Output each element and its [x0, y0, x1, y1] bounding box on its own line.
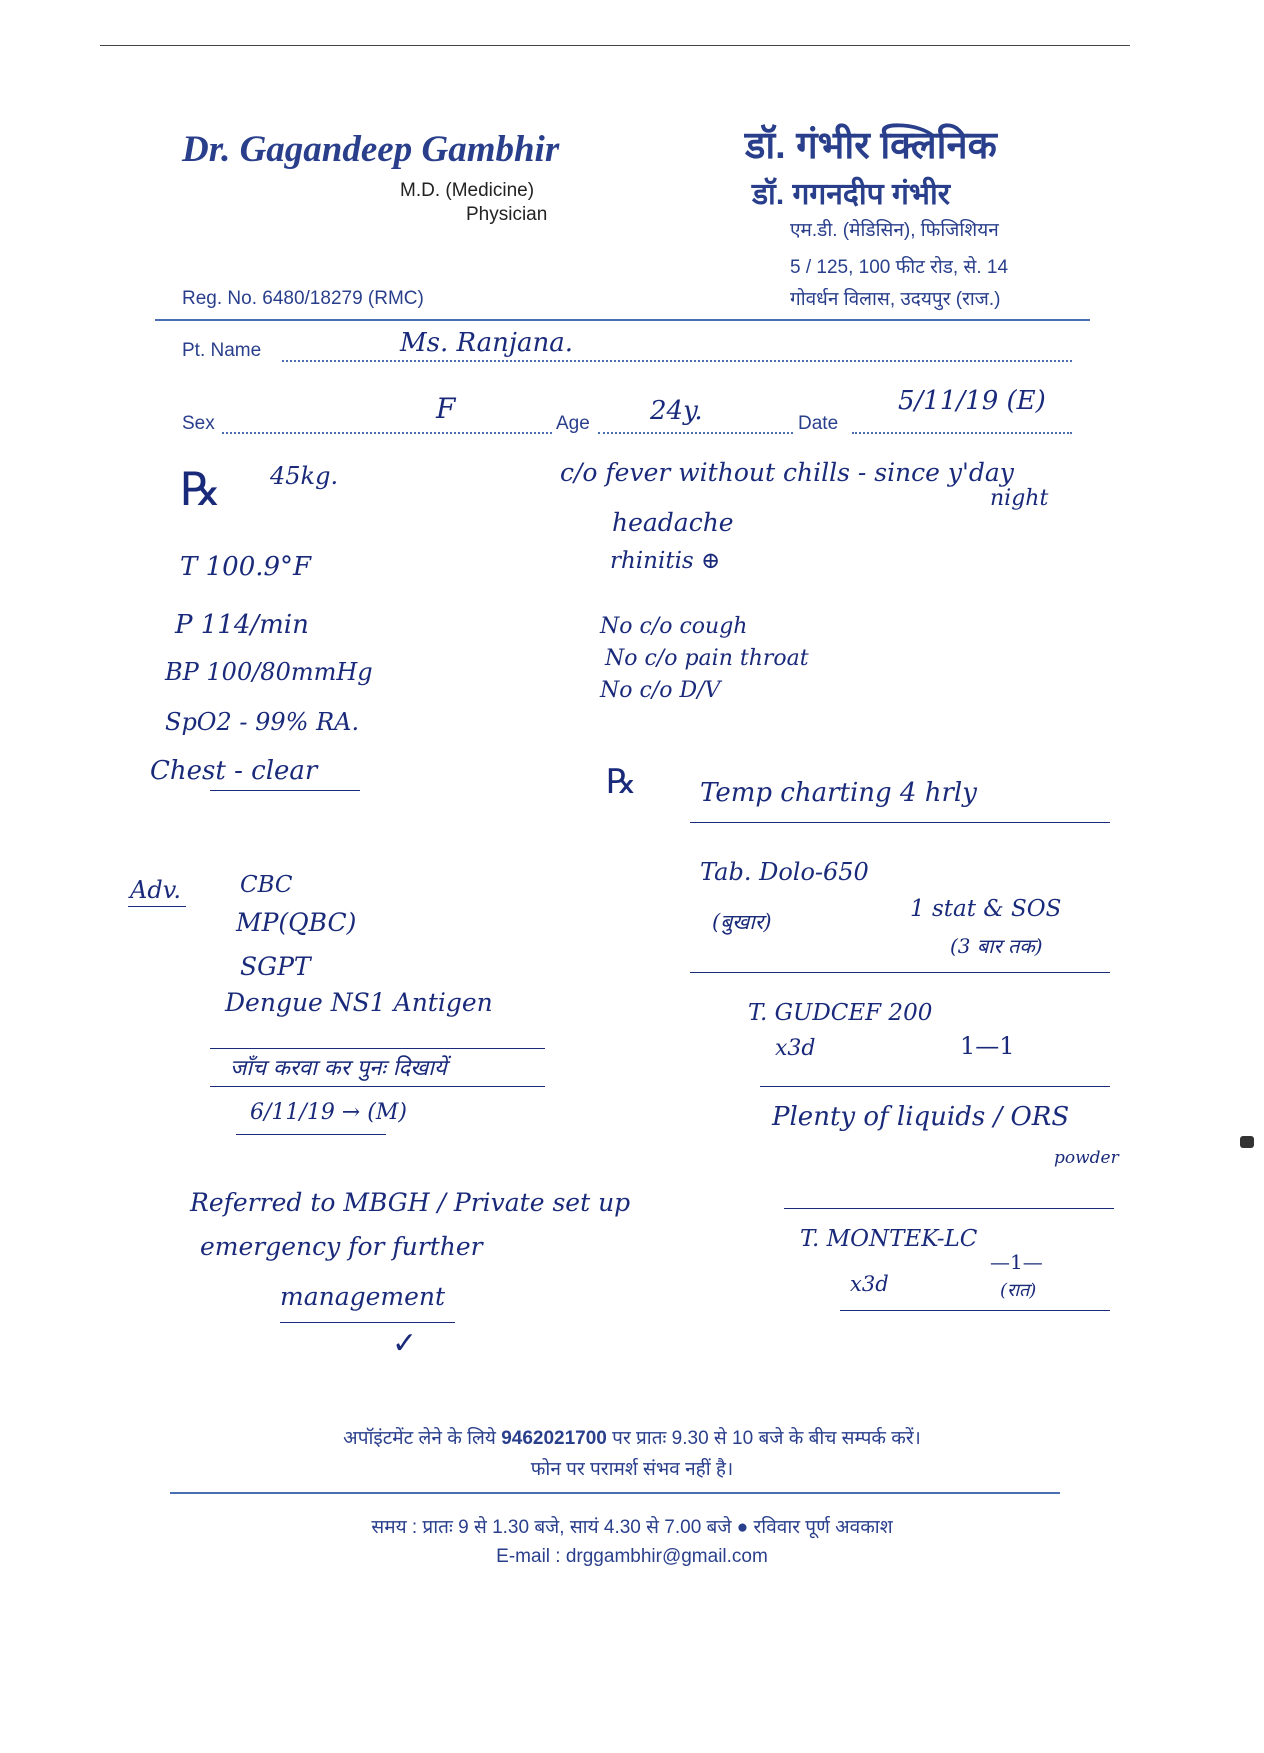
doctor-name-hi: डॉ. गगनदीप गंभीर [752, 178, 951, 211]
vital-spo2: SpO2 - 99% RA. [165, 708, 360, 736]
temp-charting-line [690, 822, 1110, 823]
header-rule [155, 319, 1090, 321]
address-line1-hi: 5 / 125, 100 फीट रोड, से. 14 [790, 257, 1009, 278]
date-dots [852, 432, 1072, 434]
med3-freq: —1— [990, 1250, 1043, 1274]
appointment-pre: अपॉइंटमेंट लेने के लिये [343, 1428, 502, 1449]
address-line2-hi: गोवर्धन विलास, उदयपुर (राज.) [790, 289, 1001, 310]
advice-review-bottom-line [236, 1134, 386, 1135]
med3-top-line [784, 1208, 1114, 1209]
advice-review-top-line [210, 1048, 545, 1049]
age-label: Age [556, 413, 590, 434]
chest-underline [210, 790, 360, 791]
med3-duration: x3d [850, 1272, 889, 1296]
paper-top-edge [100, 45, 1130, 46]
sex-value: F [436, 392, 456, 425]
footer-no-phone-consult: फोन पर परामर्श संभव नहीं है। [530, 1459, 734, 1480]
vital-bp: BP 100/80mmHg [165, 658, 373, 686]
footer-rule [170, 1492, 1060, 1494]
weight: 45kg. [270, 462, 339, 490]
med2-line [760, 1086, 1110, 1087]
temp-charting: Temp charting 4 hrly [700, 778, 977, 808]
footer-appointment [0, 1424, 1264, 1450]
med2-name: T. GUDCEF 200 [748, 1000, 933, 1026]
degree-hi: एम.डी. (मेडिसिन), फिजिशियन [790, 220, 999, 241]
referral-line2: emergency for further [200, 1232, 483, 1261]
advice-underline [128, 906, 186, 907]
complaint-line1: c/o fever without chills - since y'day [560, 458, 1014, 487]
footer-email: E-mail : drggambhir@gmail.com [496, 1546, 768, 1567]
advice-mp: MP(QBC) [236, 908, 357, 937]
appointment-post: पर प्रातः 9.30 से 10 बजे के बीच सम्पर्क करें। [606, 1428, 921, 1449]
advice-label: Adv. [130, 876, 182, 904]
vital-temp: T 100.9°F [180, 552, 312, 582]
rx2-symbol: ℞ [606, 762, 637, 802]
referral-line1: Referred to MBGH / Private set up [190, 1188, 631, 1217]
referral-tick: ✓ [392, 1326, 418, 1361]
reg-no: Reg. No. 6480/18279 (RMC) [182, 288, 424, 309]
scan-speck [1240, 1136, 1254, 1148]
med1-note-hi: (बुखार) [712, 910, 772, 934]
advice-review-mid-line [210, 1086, 545, 1087]
negative-dv: No c/o D/V [600, 678, 721, 703]
age-dots [598, 432, 793, 434]
referral-line3: management [280, 1282, 446, 1311]
med2-freq: 1—1 [960, 1032, 1015, 1060]
degree-en: M.D. (Medicine) [400, 180, 535, 201]
fluids-sub: powder [1054, 1148, 1119, 1168]
sex-dots [222, 432, 552, 434]
title-en: Physician [466, 204, 548, 225]
date-value: 5/11/19 (E) [898, 386, 1046, 416]
fluids-line: Plenty of liquids / ORS [772, 1102, 1070, 1132]
advice-sgpt: SGPT [240, 952, 311, 981]
pt-name-label: Pt. Name [182, 340, 262, 361]
doctor-name-en: Dr. Gagandeep Gambhir [182, 129, 560, 170]
vital-chest: Chest - clear [150, 756, 318, 786]
complaint-headache: headache [612, 508, 734, 537]
med1-dose: 1 stat & SOS [910, 896, 1062, 922]
med3-name: T. MONTEK-LC [800, 1226, 978, 1252]
pt-name-value: Ms. Ranjana. [400, 328, 573, 358]
med3-bottom-line [840, 1310, 1110, 1311]
negative-cough: No c/o cough [600, 614, 748, 639]
med2-duration: x3d [775, 1036, 816, 1061]
review-date: 6/11/19 → (M) [250, 1100, 407, 1125]
complaint-line2: night [990, 486, 1049, 511]
complaint-rhinitis: rhinitis ⊕ [610, 548, 721, 574]
med1-limit-hi: (3 बार तक) [950, 934, 1043, 958]
referral-underline [280, 1322, 455, 1323]
footer-timings: समय : प्रातः 9 से 1.30 बजे, सायं 4.30 से 7.00 बजे ● रविवार पूर्ण अवकाश [371, 1517, 893, 1538]
vital-pulse: P 114/min [175, 610, 309, 640]
med3-note-hi: (रात) [1000, 1280, 1037, 1301]
clinic-name-hi: डॉ. गंभीर क्लिनिक [745, 125, 997, 167]
med1-name: Tab. Dolo-650 [700, 858, 869, 886]
advice-dengue: Dengue NS1 Antigen [225, 988, 493, 1017]
rx-symbol: ℞ [180, 462, 222, 516]
negative-throat: No c/o pain throat [605, 646, 809, 671]
age-value: 24y. [650, 396, 703, 426]
appointment-phone: 9462021700 [501, 1428, 607, 1449]
sex-label: Sex [182, 413, 215, 434]
pt-name-dots [282, 360, 1072, 362]
date-label: Date [798, 413, 839, 434]
review-hi: जाँच करवा कर पुनः दिखायें [230, 1056, 447, 1081]
advice-cbc: CBC [240, 872, 293, 898]
med1-line [690, 972, 1110, 973]
